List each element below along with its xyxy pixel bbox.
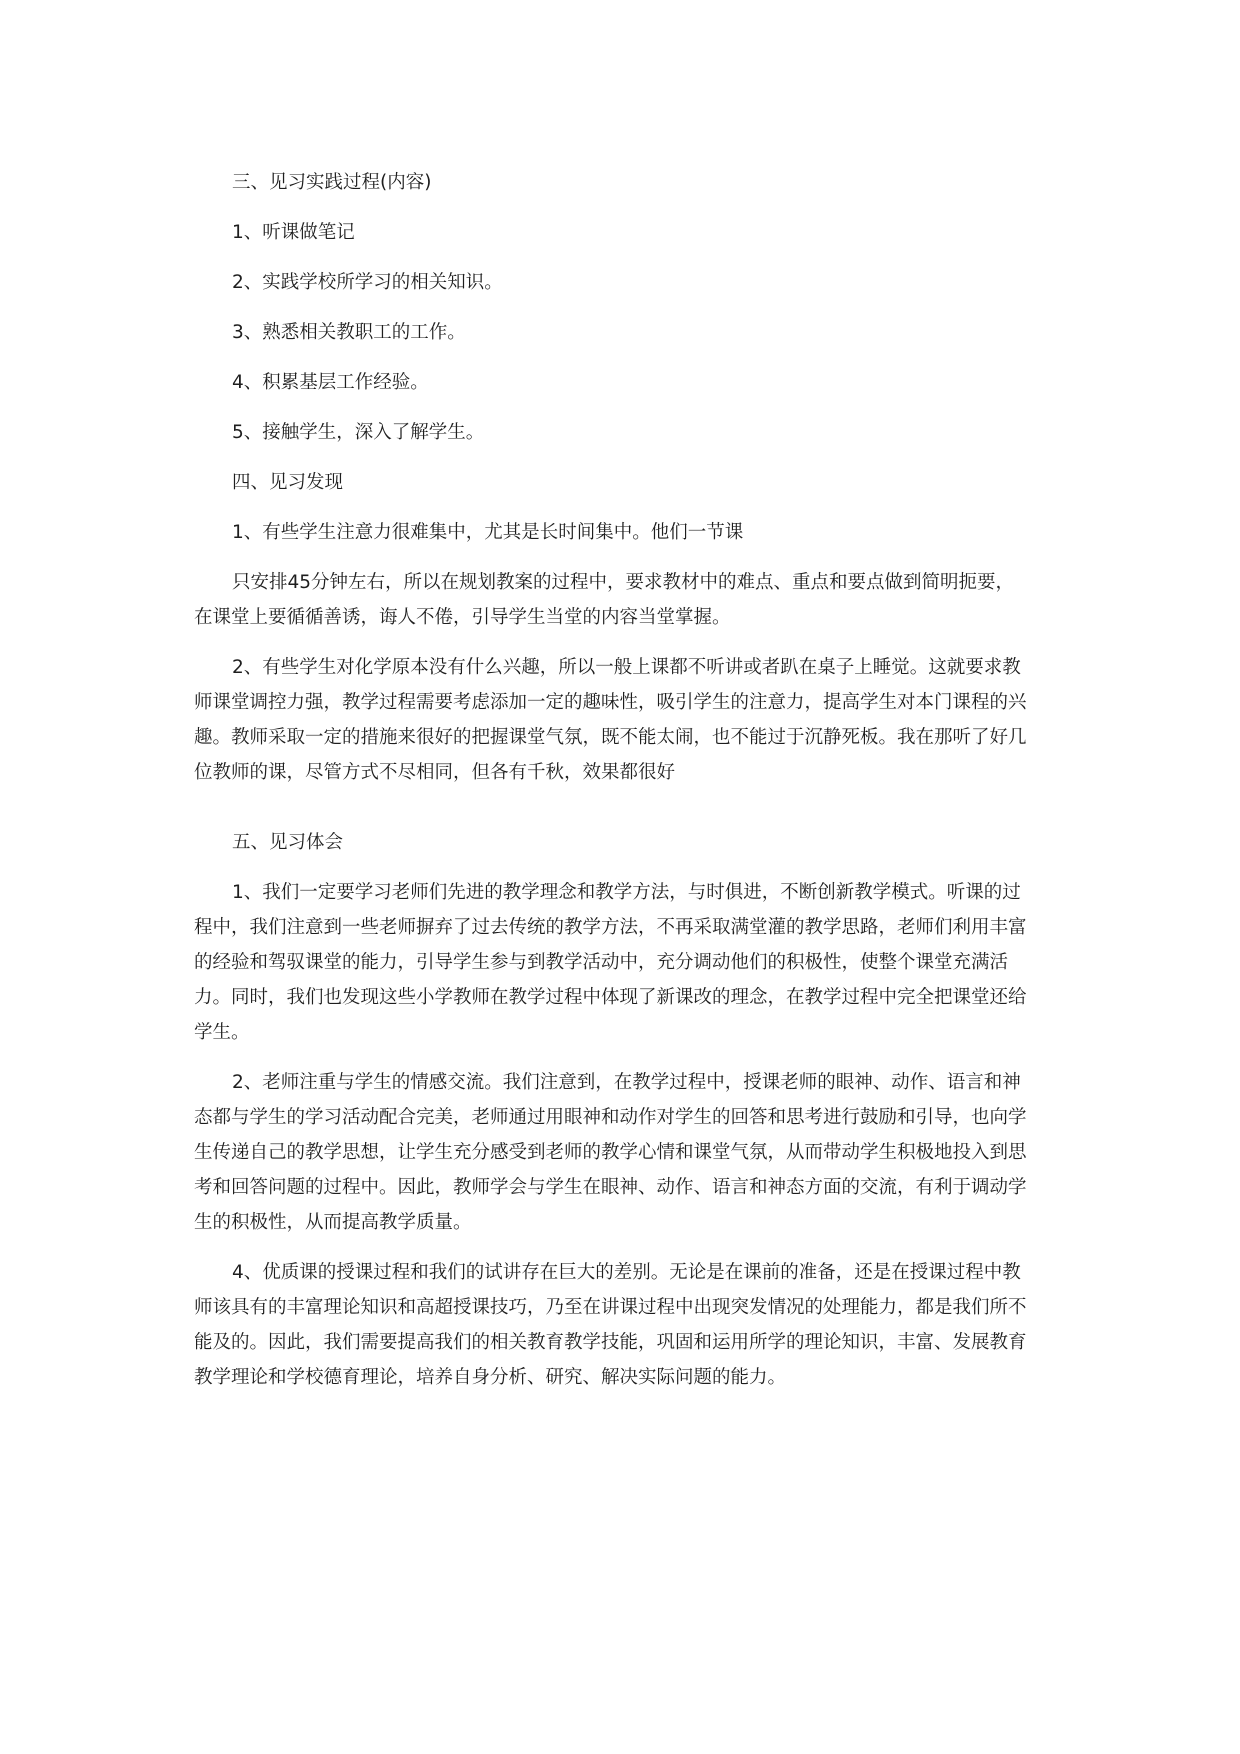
list-item [194, 215, 1054, 250]
heading-text: 五、见习体会 [232, 832, 344, 853]
list-item-text: 3、熟悉相关教职工的工作。 [232, 322, 466, 343]
text-line: 力。同时，我们也发现这些小学教师在教学过程中体现了新课改的理念，在教学过程中完全把课堂还给 [194, 987, 1027, 1008]
list-item [194, 365, 1054, 400]
text-line: 程中，我们注意到一些老师摒弃了过去传统的教学方法，不再采取满堂灌的教学思路，老师们利用丰富 [194, 917, 1027, 938]
text-line: 师课堂调控力强，教学过程需要考虑添加一定的趣味性，吸引学生的注意力，提高学生对本门课程的兴 [194, 692, 1027, 713]
list-item [194, 265, 1054, 300]
text-line: 只安排45分钟左右，所以在规划教案的过程中，要求教材中的难点、重点和要点做到简明扼要， [232, 572, 1015, 593]
text-line: 1、有些学生注意力很难集中，尤其是长时间集中。他们一节课 [232, 522, 744, 543]
text-line: 4、优质课的授课过程和我们的试讲存在巨大的差别。无论是在课前的准备，还是在授课过程中教 [232, 1262, 1021, 1283]
heading-text: 三、见习实践过程(内容) [232, 172, 432, 193]
text-line: 学生。 [194, 1022, 250, 1043]
text-line: 生传递自己的教学思想，让学生充分感受到老师的教学心情和课堂气氛，从而带动学生积极地投入到思 [194, 1142, 1027, 1163]
list-item-text: 2、实践学校所学习的相关知识。 [232, 272, 503, 293]
document-page [194, 165, 1054, 1410]
text-line: 在课堂上要循循善诱，诲人不倦，引导学生当堂的内容当堂掌握。 [194, 607, 731, 628]
list-item-text: 4、积累基层工作经验。 [232, 372, 429, 393]
paragraph [194, 1255, 1054, 1395]
list-item-text: 1、听课做笔记 [232, 222, 355, 243]
text-line: 能及的。因此，我们需要提高我们的相关教育教学技能，巩固和运用所学的理论知识，丰富、发展教育 [194, 1332, 1027, 1353]
list-item-text: 5、接触学生，深入了解学生。 [232, 422, 485, 443]
text-line: 趣。教师采取一定的措施来很好的把握课堂气氛，既不能太闹，也不能过于沉静死板。我在那听了好几 [194, 727, 1027, 748]
text-line: 态都与学生的学习活动配合完美，老师通过用眼神和动作对学生的回答和思考进行鼓励和引导，也向学 [194, 1107, 1027, 1128]
paragraph [194, 650, 1054, 790]
paragraph [194, 875, 1054, 1050]
heading-text: 四、见习发现 [232, 472, 344, 493]
paragraph [194, 1065, 1054, 1240]
text-line: 考和回答问题的过程中。因此，教师学会与学生在眼神、动作、语言和神态方面的交流，有利于调动学 [194, 1177, 1027, 1198]
text-line: 教学理论和学校德育理论，培养自身分析、研究、解决实际问题的能力。 [194, 1367, 787, 1388]
text-line: 生的积极性，从而提高教学质量。 [194, 1212, 472, 1233]
paragraph [194, 565, 1054, 635]
text-line: 2、老师注重与学生的情感交流。我们注意到，在教学过程中，授课老师的眼神、动作、语言和神 [232, 1072, 1021, 1093]
section-3-heading [194, 165, 1054, 200]
paragraph [194, 515, 1054, 550]
text-line: 师该具有的丰富理论知识和高超授课技巧，乃至在讲课过程中出现突发情况的处理能力，都是我们所不 [194, 1297, 1027, 1318]
text-line: 的经验和驾驭课堂的能力，引导学生参与到教学活动中，充分调动他们的积极性，使整个课堂充满活 [194, 952, 1009, 973]
text-line: 2、有些学生对化学原本没有什么兴趣，所以一般上课都不听讲或者趴在桌子上睡觉。这就要求教 [232, 657, 1021, 678]
text-line: 位教师的课，尽管方式不尽相同，但各有千秋，效果都很好 [194, 762, 676, 783]
blank-line [194, 805, 1054, 825]
section-4-heading [194, 465, 1054, 500]
text-line: 1、我们一定要学习老师们先进的教学理念和教学方法，与时俱进，不断创新教学模式。听课的过 [232, 882, 1021, 903]
list-item [194, 315, 1054, 350]
section-5-heading [194, 825, 1054, 860]
list-item [194, 415, 1054, 450]
